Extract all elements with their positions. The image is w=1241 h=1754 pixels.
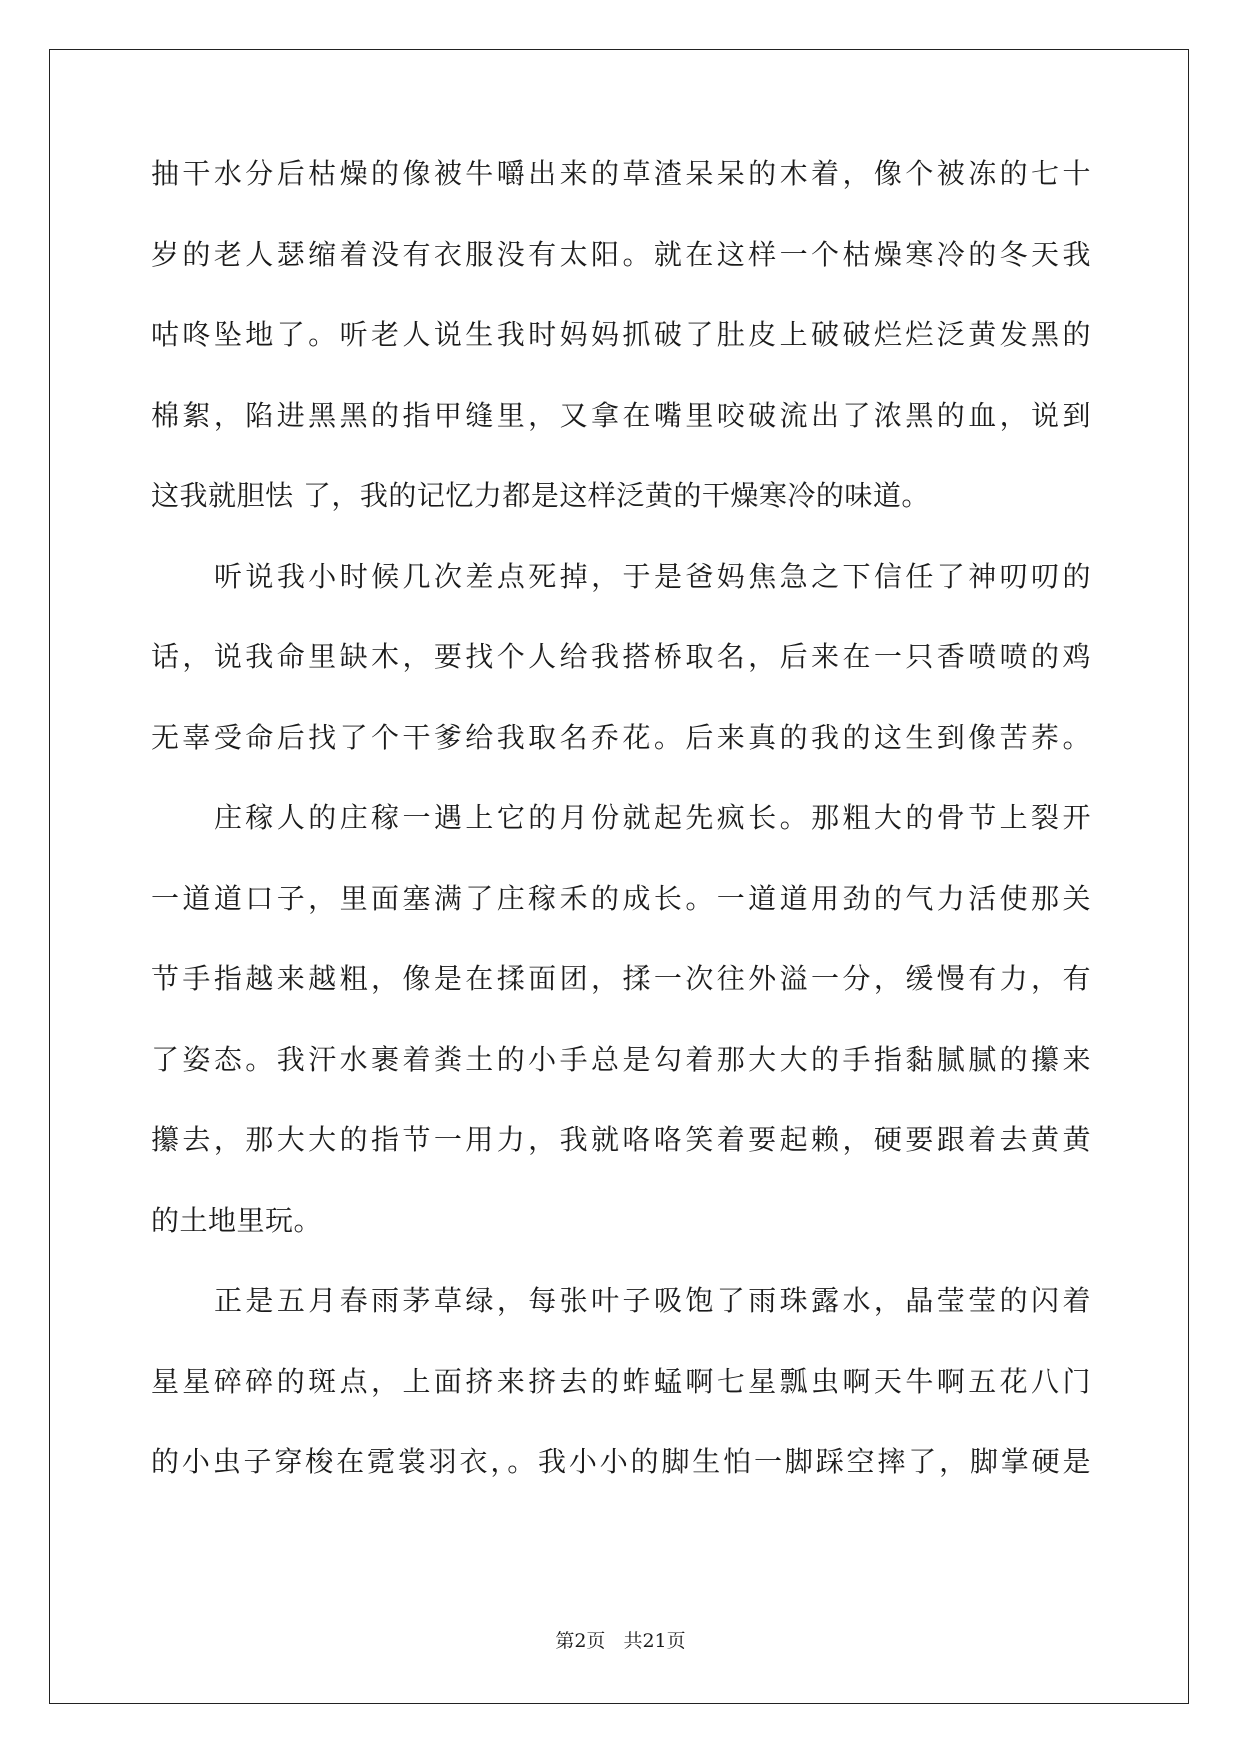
text-line: 的小虫子穿梭在霓裳羽衣，。我小小的脚生怕一脚踩空摔了，脚掌硬是 bbox=[151, 1445, 1091, 1478]
text-line: 岁的老人瑟缩着没有衣服没有太阳。就在这样一个枯燥寒冷的冬天我 bbox=[151, 237, 1091, 271]
text-line: 星星碎碎的斑点，上面挤来挤去的蚱蜢啊七星瓢虫啊天牛啊五花八门 bbox=[151, 1364, 1091, 1398]
page-number: 第2页 bbox=[555, 1630, 606, 1652]
text-line: 攥去，那大大的指节一用力，我就咯咯笑着要起赖，硬要跟着去黄黄 bbox=[151, 1123, 1091, 1156]
paragraph-first-line: 正是五月春雨茅草绿，每张叶子吸饱了雨珠露水，晶莹莹的闪着 bbox=[214, 1284, 1091, 1317]
text-line: 了姿态。我汗水裹着粪土的小手总是勾着那大大的手指黏腻腻的攥来 bbox=[151, 1042, 1091, 1076]
page-footer bbox=[0, 1630, 1241, 1652]
paragraph-first-line: 听说我小时候几次差点死掉，于是爸妈焦急之下信任了神叨叨的 bbox=[214, 559, 1091, 593]
document-body bbox=[151, 157, 1091, 1529]
text-line: 的土地里玩。 bbox=[151, 1203, 323, 1237]
paragraph-first-line: 庄稼人的庄稼一遇上它的月份就起先疯长。那粗大的骨节上裂开 bbox=[214, 801, 1091, 834]
text-line: 一道道口子，里面塞满了庄稼禾的成长。一道道用劲的气力活使那关 bbox=[151, 881, 1091, 915]
page-total: 共21页 bbox=[623, 1630, 686, 1652]
text-line: 节手指越来越粗，像是在揉面团，揉一次往外溢一分，缓慢有力，有 bbox=[151, 962, 1091, 995]
text-line: 这我就胆怯 了，我的记忆力都是这样泛黄的干燥寒冷的味道。 bbox=[151, 479, 930, 512]
text-line: 话，说我命里缺木，要找个人给我搭桥取名，后来在一只香喷喷的鸡 bbox=[151, 640, 1091, 673]
text-line: 无辜受命后找了个干爹给我取名乔花。后来真的我的这生到像苦荞。 bbox=[151, 720, 1091, 754]
text-line: 抽干水分后枯燥的像被牛嚼出来的草渣呆呆的木着，像个被冻的七十 bbox=[151, 157, 1091, 190]
text-line: 咕咚坠地了。听老人说生我时妈妈抓破了肚皮上破破烂烂泛黄发黑的 bbox=[151, 318, 1091, 351]
text-line: 棉絮，陷进黑黑的指甲缝里，又拿在嘴里咬破流出了浓黑的血，说到 bbox=[151, 398, 1091, 432]
